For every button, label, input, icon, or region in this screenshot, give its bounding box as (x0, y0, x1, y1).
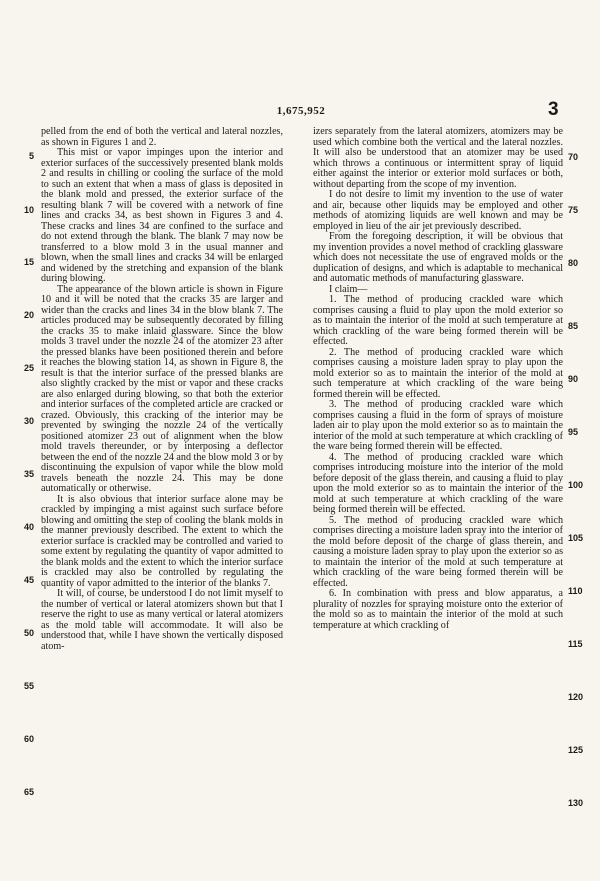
line-number: 30 (23, 416, 34, 426)
line-number: 70 (568, 152, 579, 162)
claim: 2. The method of producing crackled ware which comprises causing a moisture laden spray to play upon the mold exterior so as to maintain the interior of the mold at such temperature at which crackling of the ware being formed therein will be effected. (313, 346, 563, 400)
paragraph: This mist or vapor impinges upon the interior and exterior surfaces of the successively presented blank molds 2 and results in chilling or cooling the surface of the mold to such an extent that when a mass of glass is deposited in the blank mold and pressed, the exterior surface of the resulting blank 7 will be covered with a network of fine lines and cracks 34, as best shown in Figures 3 and 4. These cracks and lines 34 are confined to the surface and do not extend through the blank. The blank 7 may now be transferred to a blow mold 3 in the usual manner and blown, when the small lines and cracks 34 will be enlarged and widened by the stretching and expansion of the blank during blowing. (41, 147, 283, 284)
claim: 1. The method of producing crackled ware which comprises causing a fluid to play upon the mold exterior so as to maintain the interior of the mold at such temperature at which crackling of the ware being formed therein will be effected. (313, 294, 563, 347)
line-number: 40 (23, 522, 34, 532)
line-number: 50 (23, 628, 34, 638)
claims-heading: I claim— (329, 283, 368, 295)
line-number: 20 (23, 310, 34, 320)
claim: 4. The method of producing crackled ware which comprises introducing moisture into the interior of the mold before deposit of the glass therein, and causing a fluid to play upon the mold exterior so as to maintain the interior of the mold at such temperature at which crackling of the ware being formed therein will be effected. (313, 451, 563, 515)
page-number: 3 (548, 99, 559, 120)
left-column (41, 127, 283, 652)
paragraph: The appearance of the blown article is shown in Figure 10 and it will be noted that the cracks 35 are larger and wider than the cracks and lines 34 in the blow blank 7. The articles produced may be subsequently decorated by filling the cracks 35 to make inlaid glassware. Since the blow molds 3 travel under the nozzle 24 of the atomizer 23 after the pressed blanks have been positioned therein and before it reaches the blowing station 14, as shown in Figure 8, the result is that the interior surface of the pressed blanks are also slightly cracked by the mist or vapor and these cracks are also enlarged during blowing, so that both the exterior and interior surfaces of the completed article are cracked or crazed. Obviously, this cracking of the interior may be prevented by swinging the nozzle 24 of the vertically positioned atomizer 23 out of alignment when the blow mold travels thereunder, or by interposing a deflector between the end of the nozzle 24 and the blow mold 3 or by discontinuing the expulsion of vapor while the blow mold travels beneath the nozzle 24. This may be done automatically or otherwise. (41, 283, 283, 494)
line-number: 15 (23, 257, 34, 267)
line-number: 45 (23, 575, 34, 585)
page-header (0, 99, 600, 125)
line-number: 60 (23, 734, 34, 744)
line-number: 115 (568, 639, 583, 649)
line-number: 10 (23, 205, 34, 215)
line-number: 35 (23, 469, 34, 479)
line-number: 130 (568, 798, 584, 808)
line-number: 80 (568, 258, 579, 268)
paragraph: It is also obvious that interior surface alone may be crackled by impinging a mist against such surface before blowing and omitting the step of cooling the blank molds in the manner previously described. The extent to which the exterior surface is crackled may be controlled and varied to some extent by regulating the quantity of vapor admitted to the blank molds and the extent to which the interior surface is crackled may also be controlled by regulating the quantity of vapor admitted to the interior of the blanks 7. (41, 493, 283, 589)
paragraph: It will, of course, be understood I do not limit myself to the number of vertical or lateral atomizers shown but that I reserve the right to use as many vertical or lateral atomizers as the mold table will accommodate. It will also be understood that, while I have shown the vertically disposed atom- (41, 588, 283, 652)
paragraph: izers separately from the lateral atomizers, atomizers may be used which combine both the vertical and the lateral nozzles. It will also be understood that an atomizer may be used which throws a continuous or intermittent spray of liquid either against the interior or exterior mold surfaces or both, without departing from the scope of my invention. (313, 126, 563, 190)
line-number: 55 (23, 681, 34, 691)
right-column (313, 127, 563, 631)
line-number: 95 (568, 427, 579, 437)
line-number: 5 (28, 151, 34, 161)
line-number: 90 (568, 374, 579, 384)
line-number: 120 (568, 692, 584, 702)
patent-number: 1,675,952 (276, 105, 326, 117)
line-number: 25 (23, 363, 34, 373)
line-number: 100 (568, 480, 584, 490)
paragraph: pelled from the end of both the vertical and lateral nozzles, as shown in Figures 1 and 2. (41, 126, 283, 148)
line-number: 65 (23, 787, 34, 797)
line-number: 75 (568, 205, 579, 215)
line-number: 110 (568, 586, 583, 596)
claim: 3. The method of producing crackled ware which comprises causing a fluid in the form of sprays of moisture laden air to play upon the mold exterior so as to maintain the interior of the mold at such temperature at which crackling of the ware being formed therein will be effected. (313, 399, 563, 452)
line-number: 125 (568, 745, 584, 755)
claim: 6. In combination with press and blow apparatus, a plurality of nozzles for spraying moisture onto the exterior of the mold so as to maintain the interior of the mold at such temperature at which crackling of (313, 588, 563, 631)
paragraph: I do not desire to limit my invention to the use of water and air, because other liquids may be employed and other methods of atomizing liquids are well known and may be employed in lieu of the air jet previously described. (313, 189, 563, 232)
line-number: 105 (568, 533, 584, 543)
claim: 5. The method of producing crackled ware which comprises directing a moisture laden spray into the interior of the mold before deposit of the charge of glass therein, and causing a moisture laden spray to play upon the exterior so as to maintain the interior of the mold at such temperature at which crackling of the ware being formed therein will be effected. (313, 514, 563, 589)
paragraph: From the foregoing description, it will be obvious that my invention provides a novel method of crackling glassware which does not necessitate the use of engraved molds or the duplication of designs, and which is adaptable to mechanical and automatic methods of manufacturing glassware. (313, 231, 563, 284)
line-number: 85 (568, 321, 579, 331)
